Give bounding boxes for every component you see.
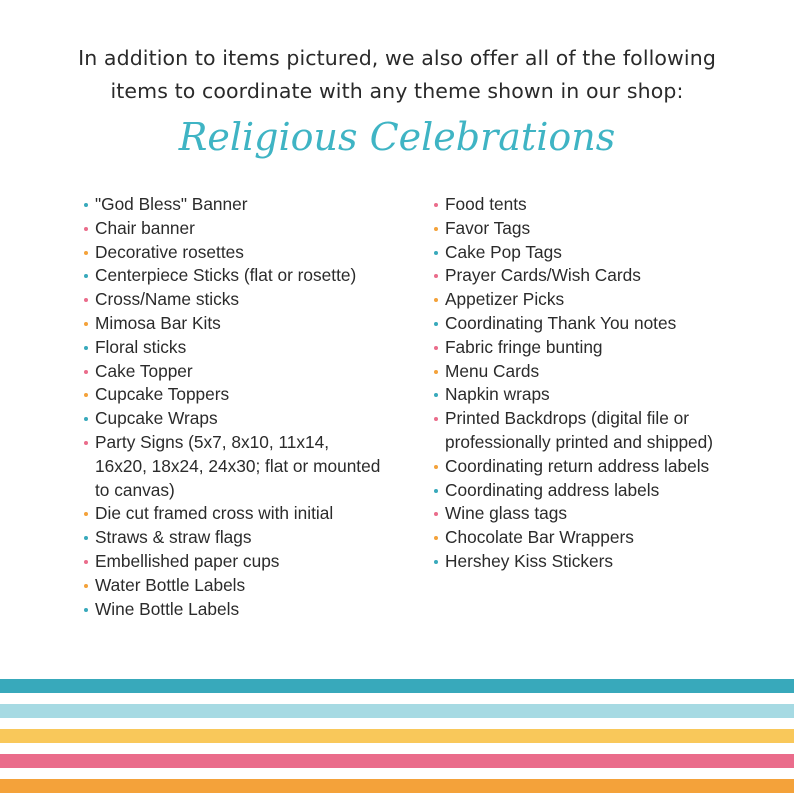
list-item	[84, 360, 414, 384]
bullet-dot-icon	[84, 441, 88, 445]
bullet-dot-icon	[434, 251, 438, 255]
list-item	[84, 288, 414, 312]
stripe-pink	[0, 754, 794, 768]
list-item	[434, 550, 764, 574]
list-item	[84, 431, 414, 455]
bullet-dot-icon	[434, 227, 438, 231]
list-item	[434, 383, 764, 407]
list-item	[434, 217, 764, 241]
list-item-label: Napkin wraps	[445, 384, 550, 405]
list-item-label: Coordinating return address labels	[445, 455, 710, 476]
list-item-label: Coordinating address labels	[445, 479, 660, 500]
list-item	[434, 431, 764, 455]
list-item	[84, 455, 414, 479]
bullet-dot-icon	[434, 274, 438, 278]
list-item-label: Cross/Name sticks	[95, 289, 240, 310]
bullet-dot-icon	[434, 393, 438, 397]
list-item	[84, 241, 414, 265]
intro-line-1: In addition to items pictured, we also offer all of the following	[78, 46, 716, 70]
list-item	[84, 264, 414, 288]
bullet-dot-icon	[434, 489, 438, 493]
page-title: Religious Celebrations	[178, 115, 616, 159]
list-item-label: Cupcake Toppers	[95, 384, 230, 405]
bullet-dot-icon	[434, 322, 438, 326]
list-item	[84, 526, 414, 550]
list-item-label: Cake Pop Tags	[445, 241, 562, 262]
list-item-label: Chair banner	[95, 217, 195, 238]
list-item-label: Mimosa Bar Kits	[95, 312, 221, 333]
list-item-label: Centerpiece Sticks (flat or rosette)	[95, 265, 357, 286]
list-item-label: Straws & straw flags	[95, 527, 252, 548]
bullet-dot-icon	[84, 274, 88, 278]
list-item-label: Cupcake Wraps	[95, 408, 218, 429]
list-item-label: Wine glass tags	[445, 503, 567, 524]
list-item	[434, 479, 764, 503]
list-item	[434, 241, 764, 265]
bullet-dot-icon	[434, 512, 438, 516]
bullet-dot-icon	[84, 322, 88, 326]
list-item-label: Embellished paper cups	[95, 550, 280, 571]
bullet-dot-icon	[434, 370, 438, 374]
item-list-left	[84, 193, 414, 621]
list-item-label: Coordinating Thank You notes	[445, 312, 677, 333]
list-item-label: professionally printed and shipped)	[445, 431, 714, 452]
bullet-dot-icon	[84, 560, 88, 564]
bullet-dot-icon	[84, 393, 88, 397]
stripe-yellow	[0, 729, 794, 743]
list-item-label: Cake Topper	[95, 360, 193, 381]
list-item-label: Decorative rosettes	[95, 241, 244, 262]
list-item	[84, 193, 414, 217]
bullet-dot-icon	[434, 465, 438, 469]
list-item	[434, 526, 764, 550]
bullet-dot-icon	[434, 536, 438, 540]
list-item	[434, 193, 764, 217]
bullet-dot-icon	[434, 560, 438, 564]
list-item	[434, 336, 764, 360]
list-item-label: Party Signs (5x7, 8x10, 11x14,	[95, 431, 330, 452]
list-item	[434, 502, 764, 526]
list-item-label: Prayer Cards/Wish Cards	[445, 265, 641, 286]
intro-text	[0, 42, 794, 108]
list-item	[84, 479, 414, 503]
list-item	[84, 598, 414, 622]
bullet-dot-icon	[84, 251, 88, 255]
list-item-label: Wine Bottle Labels	[95, 598, 240, 619]
bullet-dot-icon	[84, 584, 88, 588]
bullet-dot-icon	[84, 298, 88, 302]
list-item	[84, 217, 414, 241]
list-item-label: "God Bless" Banner	[95, 194, 248, 214]
bullet-dot-icon	[434, 203, 438, 207]
bullet-dot-icon	[84, 512, 88, 516]
list-item	[434, 312, 764, 336]
stripe-orange	[0, 779, 794, 793]
list-item-label: Appetizer Picks	[445, 289, 565, 310]
list-item-label: to canvas)	[95, 479, 175, 500]
bullet-dot-icon	[84, 370, 88, 374]
list-item	[84, 383, 414, 407]
bullet-dot-icon	[84, 203, 88, 207]
list-item	[84, 574, 414, 598]
list-item-label: Menu Cards	[445, 360, 540, 381]
list-item	[84, 336, 414, 360]
intro-line-2: items to coordinate with any theme shown in our shop:	[110, 79, 684, 103]
list-item	[434, 455, 764, 479]
list-item-label: Floral sticks	[95, 336, 187, 357]
list-item	[434, 407, 764, 431]
list-item	[434, 360, 764, 384]
item-list-right	[434, 193, 764, 574]
bullet-dot-icon	[84, 227, 88, 231]
stripe-teal	[0, 679, 794, 693]
bullet-dot-icon	[84, 536, 88, 540]
list-item	[84, 550, 414, 574]
bullet-dot-icon	[434, 346, 438, 350]
bullet-dot-icon	[434, 417, 438, 421]
list-item-label: Printed Backdrops (digital file or	[445, 408, 689, 429]
list-item-label: Water Bottle Labels	[95, 574, 246, 595]
bullet-dot-icon	[434, 298, 438, 302]
bullet-dot-icon	[84, 346, 88, 350]
list-item-label: Hershey Kiss Stickers	[445, 550, 614, 571]
list-item	[434, 288, 764, 312]
list-item-label: 16x20, 18x24, 24x30; flat or mounted	[95, 455, 381, 476]
list-item-label: Food tents	[445, 194, 527, 214]
stripe-light-blue	[0, 704, 794, 718]
list-item-label: Chocolate Bar Wrappers	[445, 527, 634, 548]
list-item	[84, 407, 414, 431]
bullet-dot-icon	[84, 608, 88, 612]
list-item-label: Die cut framed cross with initial	[95, 503, 334, 524]
list-item	[84, 502, 414, 526]
bullet-dot-icon	[84, 417, 88, 421]
list-item-label: Favor Tags	[445, 217, 531, 238]
list-item-label: Fabric fringe bunting	[445, 336, 603, 357]
list-item	[434, 264, 764, 288]
list-item	[84, 312, 414, 336]
